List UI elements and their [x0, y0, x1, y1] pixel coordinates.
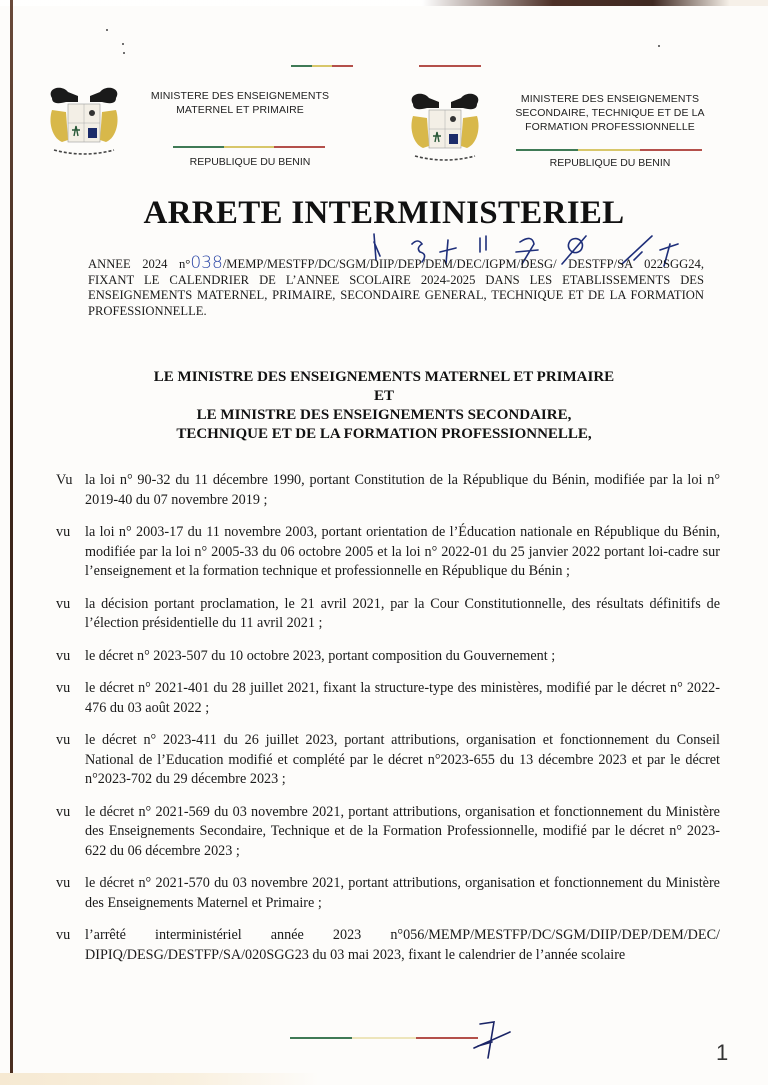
minister-line: ET: [373, 388, 394, 404]
ministry-line: FORMATION PROFESSIONNELLE: [525, 121, 695, 133]
minister-line: LE MINISTRE DES ENSEIGNEMENTS MATERNEL ET PRIMAIRE: [153, 369, 615, 385]
visa-item: [56, 679, 720, 718]
decree-reference: [88, 253, 704, 319]
visa-text: le décret n° 2021-401 du 28 juillet 2021, fixant la structure-type des ministères, modifié par le décret n° 2022-476 du 03 août 2022 ;: [85, 680, 720, 716]
speck: [122, 43, 124, 45]
visa-item: [56, 803, 720, 862]
page-edge-top: [0, 0, 768, 6]
ministers-heading: [0, 368, 768, 444]
visa-label: Vu: [56, 472, 73, 488]
ministry-name-left: [140, 89, 340, 117]
footer-rule-yellow: [352, 1037, 416, 1039]
visa-label: vu: [56, 732, 71, 748]
visa-text: le décret n° 2021-569 du 03 novembre 2021, portant attributions, organisation et fonctionnement du Ministère des Enseignements Secondaire, Technique et de la Formation Professionnelle, modifié par le décret n° 2023-622 du 06 décembre 2023 ;: [85, 803, 720, 859]
flag-rule: [173, 146, 325, 148]
visa-text: la loi n° 2003-17 du 11 novembre 2003, portant orientation de l’Éducation nationale en République du Bénin, modifiée par la loi n° 2005-33 du 06 octobre 2005 et la loi n° 2022-01 du 25 janvier 2022 portant loi-cadre sur l’enseignement et la formation technique et professionnelle en République du Bénin ;: [85, 524, 720, 579]
visa-item: [56, 471, 720, 510]
page-number: 1: [716, 1040, 729, 1065]
visa-text: l’arrêté interministériel année 2023 n°056/MEMP/MESTFP/DC/SGM/DIIP/DEP/DEM/DEC/ DIPIQ/DESG/DESTFP/SA/020SGG23 du 03 mai 2023, fixant le calendrier de l’année scolaire: [85, 927, 720, 963]
ref-text: /MEMP/MESTFP/DC/SGM/DIIP/DEP/DEM/DEC/IGPM/DESG/ DESTFP/SA 022SGG24, FIXANT LE CALENDRIER DE L’ANNEE SCOLAIRE 2024-2025 DANS LES ETABLISSEMENTS DES ENSEIGNEMENTS MATERNEL, PRIMAIRE, SECONDAIRE GENERAL, TECHNIQUE ET DE LA FORMATION PROFESSIONNELLE.: [88, 257, 704, 318]
visa-item: [56, 523, 720, 582]
visa-item: [56, 647, 720, 667]
visa-label: vu: [56, 647, 71, 664]
handwritten-initials-icon: [468, 1018, 518, 1064]
ministry-name-right: [500, 92, 720, 134]
flag-rule: [419, 65, 481, 67]
document-title: ARRETE INTERMINISTERIEL: [143, 195, 625, 231]
visa-label: vu: [56, 524, 71, 540]
benin-coat-of-arms-icon: [405, 88, 485, 168]
visa-label: vu: [56, 680, 71, 696]
visa-text: le décret n° 2023-507 du 10 octobre 2023, portant composition du Gouvernement ;: [85, 647, 556, 664]
ministry-line: MINISTERE DES ENSEIGNEMENTS: [520, 93, 700, 105]
visa-item: [56, 731, 720, 790]
minister-line: TECHNIQUE ET DE LA FORMATION PROFESSIONNELLE,: [176, 426, 592, 442]
visa-item: [56, 874, 720, 913]
handwritten-decree-number: 038: [190, 253, 223, 273]
speck: [658, 45, 660, 47]
ministry-line: SECONDAIRE, TECHNIQUE ET DE LA: [515, 107, 705, 119]
visa-label: vu: [56, 803, 71, 820]
speck: [123, 52, 125, 54]
visa-text: le décret n° 2023-411 du 26 juillet 2023, portant attributions, organisation et fonctionnement du Conseil National de l’Education modifié et complété par le décret n°2023-655 du 13 décembre 2023 et par le décret n°2023-702 du 29 décembre 2023 ;: [85, 732, 720, 787]
visa-label: vu: [56, 927, 71, 943]
speck: [106, 29, 108, 31]
visa-label: vu: [56, 875, 71, 891]
ref-prefix: ANNEE 2024 n°: [88, 257, 191, 271]
visa-text: la décision portant proclamation, le 21 avril 2021, par la Cour Constitutionnelle, des résultats définitifs de l’élection présidentielle du 11 avril 2021 ;: [85, 595, 720, 631]
visa-list: [56, 471, 720, 978]
visa-item: [56, 926, 720, 965]
flag-rule: [291, 65, 353, 67]
benin-coat-of-arms-icon: [44, 82, 124, 162]
flag-rule: [516, 149, 702, 151]
ministry-line: MINISTERE DES ENSEIGNEMENTS: [150, 90, 330, 102]
republic-label-right: REPUBLIQUE DU BENIN: [549, 157, 671, 169]
visa-text: la loi n° 90-32 du 11 décembre 1990, portant Constitution de la République du Bénin, modifiée par la loi n° 2019-40 du 07 novembre 2019 ;: [85, 472, 720, 508]
visa-label: vu: [56, 595, 71, 612]
page-edge-bottom: [0, 1073, 320, 1085]
minister-line: LE MINISTRE DES ENSEIGNEMENTS SECONDAIRE,: [196, 407, 572, 423]
visa-item: [56, 595, 720, 634]
visa-text: le décret n° 2021-570 du 03 novembre 2021, portant attributions, organisation et fonctionnement du Ministère des Enseignements Maternel et Primaire ;: [85, 875, 720, 911]
page-edge-left: [10, 0, 13, 1085]
footer-rule-green: [290, 1037, 352, 1039]
ministry-line: MATERNEL ET PRIMAIRE: [176, 104, 304, 116]
republic-label-left: REPUBLIQUE DU BENIN: [189, 156, 311, 168]
